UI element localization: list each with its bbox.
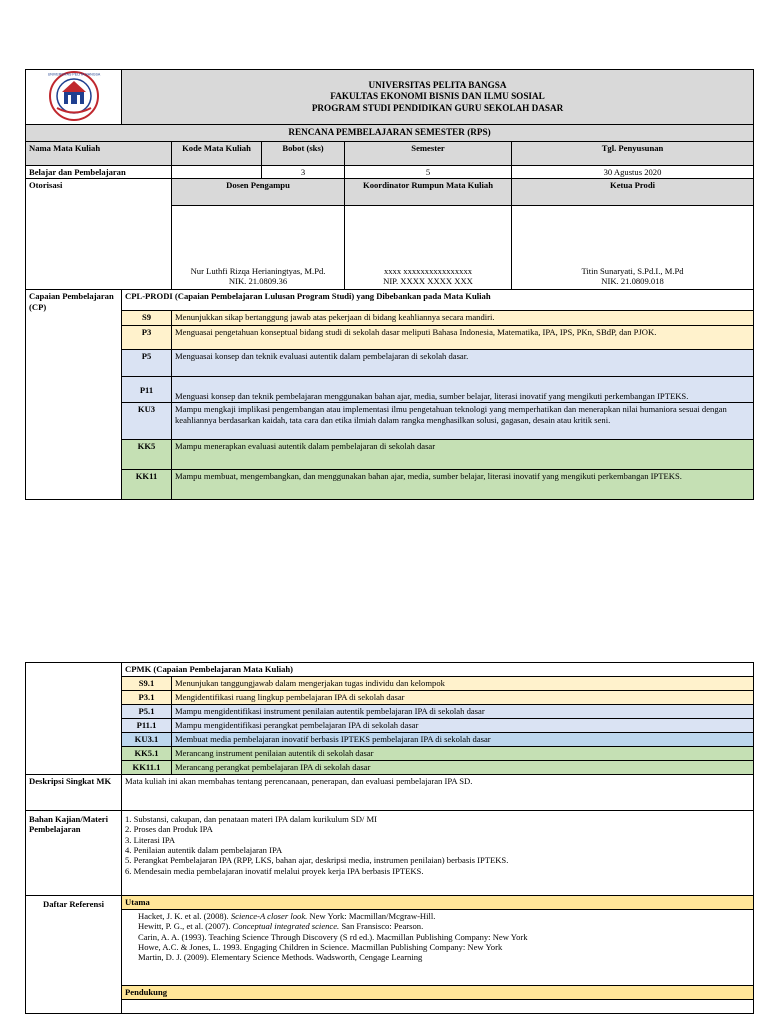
ketua-signature (512, 206, 754, 290)
col-header-tgl: Tgl. Penyusunan (512, 142, 754, 166)
cpl-text: Menunjukkan sikap bertanggung jawab atas pekerjaan di bidang keahliannya secara mandiri. (172, 311, 754, 326)
bahan-kajian-item: 6. Mendesain media pembelajaran inovatif melalui proyek kerja IPA berbasis IPTEKS. (125, 865, 424, 876)
referensi-pendukung-label: Pendukung (122, 986, 754, 1000)
cpl-code: P3 (122, 326, 172, 350)
cpmk-text: Mengidentifikasi ruang lingkup pembelajaran IPA di sekolah dasar (172, 691, 754, 705)
referensi-utama-label: Utama (122, 896, 754, 910)
logo-cell (26, 70, 122, 125)
course-semester: 5 (345, 166, 512, 179)
cpmk-code: P3.1 (122, 691, 172, 705)
bahan-kajian-item: 4. Penilaian autentik dalam pembelajaran IPA (125, 844, 283, 855)
cpl-code: KK5 (122, 440, 172, 470)
bahan-kajian-item: 3. Literasi IPA (125, 834, 176, 845)
cpmk-text: Menunjukan tanggungjawab dalam mengerjakan tugas individu dan kelompok (172, 677, 754, 691)
bahan-kajian-item: 2. Proses dan Produk IPA (125, 824, 213, 835)
koordinator-signature (345, 206, 512, 290)
cpmk-text: Merancang perangkat pembelajaran IPA di sekolah dasar (172, 761, 754, 775)
col-header-semester: Semester (345, 142, 512, 166)
cpl-text: Menguasai pengetahuan konseptual bidang studi di sekolah dasar meliputi Bahasa Indonesia, Matematika, IPA, IPS, PKn, SBdP, dan PJOK. (172, 326, 754, 350)
cpl-text: Mampu mengkaji implikasi pengembangan atau implementasi ilmu pengetahuan teknologi yang memperhatikan dan menerapkan nilai humaniora sesuai dengan keahliannya berdasarkan kaidah, tata cara dan etika ilmiah dalam rangka menghasilkan solusi, gagasan, desain atau kritik seni. (172, 403, 754, 440)
reference-entry: Hacket, J. K. et al. (2008). Science-A closer look. New York: Macmillan/Mcgraw-Hill. (138, 911, 436, 921)
course-name: Belajar dan Pembelajaran (26, 166, 172, 179)
cp-label: Capaian Pembelajaran (CP) (26, 290, 122, 500)
cpmk-label-cell (26, 663, 122, 775)
institution-header (122, 70, 754, 125)
cpmk-text: Mampu mengidentifikasi perangkat pembelajaran IPA di sekolah dasar (172, 719, 754, 733)
reference-entry: Carin, A. A. (1993). Teaching Science Through Discovery (S rd ed.). Macmillan Publishing Company: New York (138, 931, 528, 942)
ketua-nik: NIK. 21.0809.018 (601, 276, 664, 286)
program-name: PROGRAM STUDI PENDIDIKAN GURU SEKOLAH DASAR (311, 102, 564, 113)
cpl-code: S9 (122, 311, 172, 326)
course-code (172, 166, 262, 179)
rps-header-table (25, 69, 754, 500)
deskripsi-text: Mata kuliah ini akan membahas tentang perencanaan, penerapan, dan evaluasi pembelajaran IPA SD. (122, 775, 754, 811)
rps-content-table (25, 662, 754, 1014)
col-header-kode-mk: Kode Mata Kuliah (172, 142, 262, 166)
col-header-nama-mk: Nama Mata Kuliah (26, 142, 172, 166)
faculty-name: FAKULTAS EKONOMI BISNIS DAN ILMU SOSIAL (330, 91, 545, 102)
ketua-header: Ketua Prodi (512, 179, 754, 206)
cpl-code: P11 (122, 377, 172, 403)
col-header-bobot: Bobot (sks) (262, 142, 345, 166)
cpmk-code: KU3.1 (122, 733, 172, 747)
bahan-kajian-item: 1. Substansi, cakupan, dan penataan materi IPA dalam kurikulum SD/ MI (125, 814, 377, 824)
cpmk-code: P11.1 (122, 719, 172, 733)
course-credits: 3 (262, 166, 345, 179)
cpmk-text: Mampu mengidentifikasi instrument penilaian autentik pembelajaran IPA di sekolah dasar (172, 705, 754, 719)
cpl-text: Mampu membuat, mengembangkan, dan menggunakan bahan ajar, media, sumber belajar, literasi inovatif yang mengikuti perkembangan IPTEKS. (172, 470, 754, 500)
bahan-kajian-label: Bahan Kajian/Materi Pembelajaran (26, 811, 122, 896)
bahan-kajian-list (122, 811, 754, 896)
cpl-code: KK11 (122, 470, 172, 500)
cpmk-code: P5.1 (122, 705, 172, 719)
cpl-code: P5 (122, 350, 172, 377)
cpmk-text: Merancang instrument penilaian autentik di sekolah dasar (172, 747, 754, 761)
koordinator-nip: NIP. XXXX XXXX XXX (383, 276, 473, 286)
dosen-signature (172, 206, 345, 290)
university-name: UNIVERSITAS PELITA BANGSA (368, 79, 507, 90)
reference-entry: Hewitt, P. G., et al. (2007). Conceptual integrated science. San Fransisco: Pearson. (138, 921, 424, 932)
cpmk-code: KK11.1 (122, 761, 172, 775)
cpl-text: Mampu menerapkan evaluasi autentik dalam pembelajaran di sekolah dasar (172, 440, 754, 470)
deskripsi-label: Deskripsi Singkat MK (26, 775, 122, 811)
reference-entry: Martin, D. J. (2009). Elementary Science Methods. Wadsworth, Cengage Learning (138, 952, 423, 963)
course-date: 30 Agustus 2020 (512, 166, 754, 179)
dosen-nik: NIK. 21.0809.36 (228, 276, 288, 286)
dosen-header: Dosen Pengampu (172, 179, 345, 206)
rps-title: RENCANA PEMBELAJARAN SEMESTER (RPS) (26, 125, 754, 142)
logo-text: UNIVERSITAS PELITA BANGSA (47, 72, 100, 77)
cpmk-code: KK5.1 (122, 747, 172, 761)
reference-entry: Howe, A.C. & Jones, L. 1993. Engaging Children in Science. Macmillan Publishing Company: New York (138, 941, 503, 952)
otorisasi-label: Otorisasi (26, 179, 172, 290)
cpl-text: Menguasai konsep dan teknik evaluasi autentik dalam pembelajaran di sekolah dasar. (172, 350, 754, 377)
koordinator-name: xxxx xxxxxxxxxxxxxxxx (383, 265, 473, 276)
cpl-code: KU3 (122, 403, 172, 440)
cpmk-code: S9.1 (122, 677, 172, 691)
dosen-name: Nur Luthfi Rizqa Herianingtyas, M.Pd. (190, 265, 326, 276)
cpmk-text: Membuat media pembelajaran inovatif berbasis IPTEKS pembelajaran IPA di sekolah dasar (172, 733, 754, 747)
koordinator-header: Koordinator Rumpun Mata Kuliah (345, 179, 512, 206)
referensi-pendukung-list (122, 1000, 754, 1014)
cpl-prodi-header: CPL-PRODI (Capaian Pembelajaran Lulusan Program Studi) yang Dibebankan pada Mata Kuliah (122, 290, 754, 311)
ketua-name: Titin Sunaryati, S.Pd.I., M.Pd (581, 265, 684, 276)
referensi-label: Daftar Referensi (26, 896, 122, 1014)
bahan-kajian-item: 5. Perangkat Pembelajaran IPA (RPP, LKS, bahan ajar, deskripsi media, instrumen penilaian) berbasis IPTEKS. (125, 855, 509, 866)
cpl-text: Menguasi konsep dan teknik pembelajaran menggunakan bahan ajar, media, sumber belajar, literasi inovatif yang mengikuti perkembangan IPTEKS. (172, 377, 754, 403)
university-logo (38, 70, 110, 122)
referensi-utama-list (122, 910, 754, 986)
cpmk-header: CPMK (Capaian Pembelajaran Mata Kuliah) (122, 663, 754, 677)
